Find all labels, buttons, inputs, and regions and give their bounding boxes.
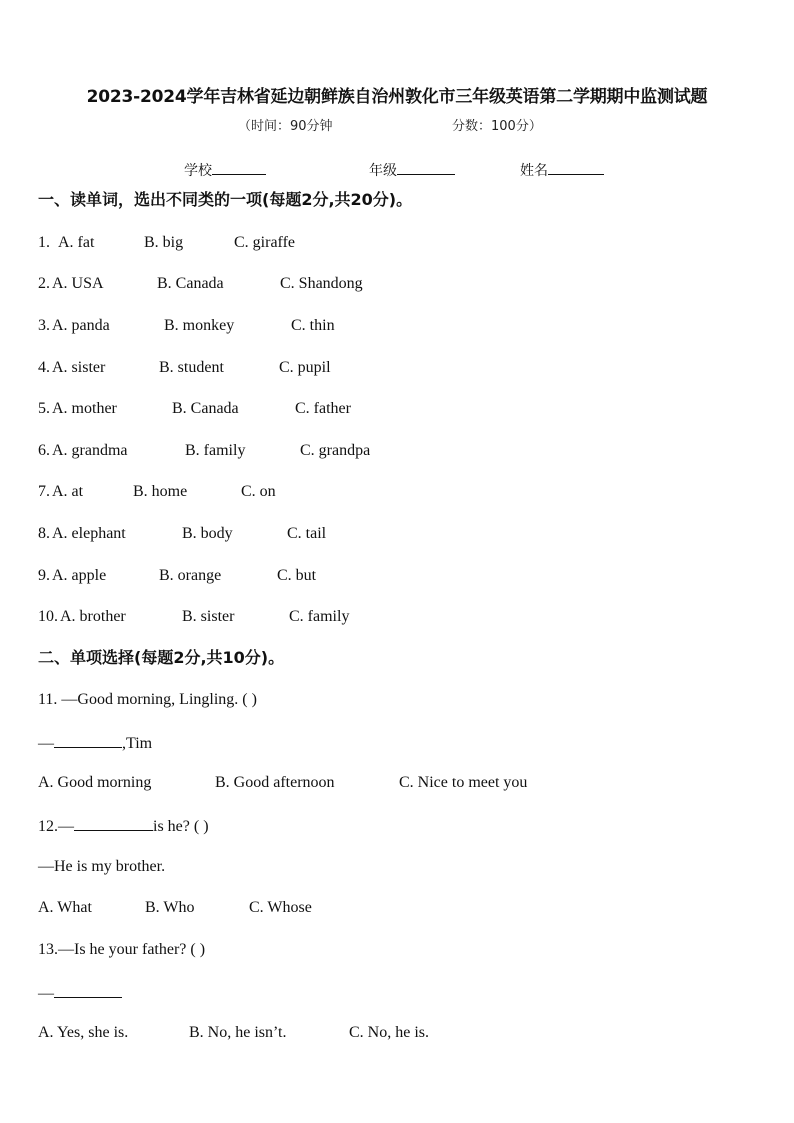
option-a: A. fat	[58, 234, 95, 251]
option-b: B. Canada	[172, 400, 239, 417]
question-number: 3.	[38, 317, 50, 334]
stem-prefix: 12.—	[38, 818, 74, 835]
option-a: A. elephant	[52, 525, 126, 542]
school-blank[interactable]	[212, 159, 266, 175]
option-a: A. grandma	[52, 442, 128, 459]
option-a: A. brother	[60, 608, 126, 625]
exam-time: （时间：90分钟	[238, 119, 333, 134]
answer-blank[interactable]	[74, 814, 153, 831]
option-c: C. Shandong	[280, 275, 363, 292]
question-number: 4.	[38, 359, 50, 376]
section-1-heading: 一、读单词，选出不同类的一项(每题2分,共20分)。	[38, 190, 413, 209]
exam-score: 分数：100分）	[452, 119, 542, 134]
question-11-stem: 11. —Good morning, Lingling. ( )	[38, 691, 257, 708]
question-number: 9.	[38, 567, 50, 584]
reply-dash: —	[38, 735, 54, 752]
question-number: 2.	[38, 275, 50, 292]
option-c: C. on	[241, 483, 276, 500]
question-number: 10.	[38, 608, 58, 625]
option-b: B. Canada	[157, 275, 224, 292]
answer-blank[interactable]	[54, 981, 122, 998]
question-13-stem: 13.—Is he your father? ( )	[38, 941, 206, 958]
option-c: C. but	[277, 567, 317, 584]
question-number: 7.	[38, 483, 50, 500]
stem-suffix: is he? ( )	[153, 818, 209, 835]
option-b: B. orange	[159, 567, 222, 584]
option-c: C. family	[289, 608, 350, 625]
question-number: 1.	[38, 234, 50, 251]
option-b: B. Good afternoon	[215, 774, 335, 791]
name-label: 姓名	[520, 163, 548, 179]
question-13-reply	[38, 981, 122, 1005]
option-b: B. No, he isn’t.	[189, 1024, 287, 1041]
school-label: 学校	[184, 163, 212, 179]
reply-tail: ,Tim	[122, 735, 153, 752]
option-c: C. No, he is.	[349, 1024, 429, 1041]
option-c: C. pupil	[279, 359, 331, 376]
option-c: C. Nice to meet you	[399, 774, 528, 791]
option-b: B. body	[182, 525, 233, 542]
grade-field	[369, 159, 455, 181]
option-c: C. father	[295, 400, 351, 417]
option-c: C. grandpa	[300, 442, 371, 459]
option-b: B. home	[133, 483, 188, 500]
option-a: A. What	[38, 899, 92, 916]
question-number: 8.	[38, 525, 50, 542]
section-2-heading: 二、单项选择(每题2分,共10分)。	[38, 648, 285, 667]
option-a: A. Yes, she is.	[38, 1024, 129, 1041]
page-title: 2023-2024学年吉林省延边朝鲜族自治州敦化市三年级英语第二学期期中监测试题	[86, 87, 708, 107]
option-b: B. monkey	[164, 317, 235, 334]
option-a: A. apple	[52, 567, 107, 584]
grade-label: 年级	[369, 163, 397, 179]
reply-dash: —	[38, 985, 54, 1002]
option-c: C. Whose	[249, 899, 312, 916]
question-12-stem	[38, 814, 209, 838]
question-11-reply	[38, 731, 152, 755]
question-number: 5.	[38, 400, 50, 417]
option-a: A. USA	[52, 275, 104, 292]
question-number: 6.	[38, 442, 50, 459]
option-b: B. Who	[145, 899, 195, 916]
option-a: A. mother	[52, 400, 117, 417]
question-12-reply: —He is my brother.	[38, 858, 166, 875]
option-a: A. panda	[52, 317, 110, 334]
option-b: B. sister	[182, 608, 235, 625]
grade-blank[interactable]	[397, 159, 455, 175]
option-a: A. Good morning	[38, 774, 152, 791]
option-a: A. at	[52, 483, 84, 500]
school-field	[184, 159, 266, 181]
name-blank[interactable]	[548, 159, 604, 175]
name-field	[520, 159, 604, 181]
option-c: C. thin	[291, 317, 335, 334]
option-b: B. student	[159, 359, 224, 376]
option-b: B. family	[185, 442, 246, 459]
answer-blank[interactable]	[54, 731, 122, 748]
option-c: C. giraffe	[234, 234, 296, 251]
option-a: A. sister	[52, 359, 106, 376]
option-c: C. tail	[287, 525, 327, 542]
option-b: B. big	[144, 234, 184, 251]
